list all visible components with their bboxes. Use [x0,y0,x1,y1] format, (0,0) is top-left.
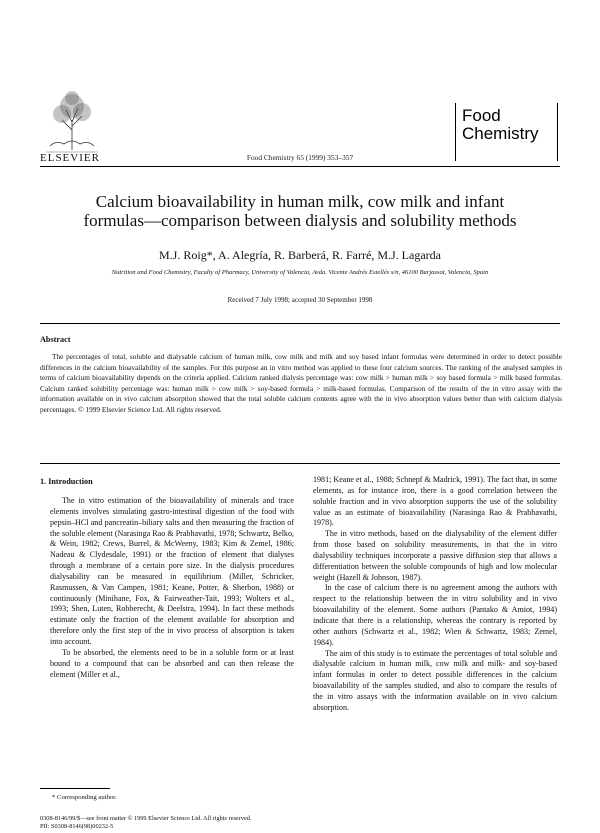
copyright-meta [40,815,251,831]
received-dates: Received 7 July 1998; accepted 30 September 1998 [227,296,373,304]
intro-paragraph-1: The in vitro estimation of the bioavailability of minerals and trace elements involves simulating gastro-intestinal digestion of the food with pepsin–HCl and pancreatin–biliary salts and then measuring the fraction of the soluble element (Narasinga Rao & Prabhavathi, 1978; Schwartz, Belko, & Wein, 1982; Crews, Burrel, & McWeeny, 1983; Kim & Zemel, 1986; Nadeau & Clydesdale, 1991) or the fraction of element that dialyses through a membrane of a certain pore size. In the dialysis procedures dialysability can be measured in equilibrium (Miller, Schricker, Rasmussen, & Van Campen, 1981; Keane, Potter, & Sherbon, 1988) or continuously (Minihane, Fox, & Fairweather-Tait, 1993; Wolters et al., 1993; Shen, Luten, Robberecht, & Deelstra, 1994). In fact these methods estimate only the fraction of the element available for absorption and therefore only the first step of the in vivo process of absorption is taken into account. [50,496,294,646]
left-column [50,496,294,680]
intro-paragraph-2: To be absorbed, the elements need to be in a soluble form or at least bound to a compound that can be absorbed and can then release the element (Miller et al., [50,647,294,679]
intro-paragraph-5: The aim of this study is to estimate the percentages of total soluble and dialysable calcium in human milk, cow milk and milk- and soy-based infant formulas in order to detect possible differences in the calcium bioavailability of the samples studied, and also to compare the results of the in vitro assays with the information available on in vivo calcium absorption. [313,648,557,712]
affiliation: Nutrition and Food Chemistry, Faculty of Pharmacy, University of Valencia, Avda. Vicente Andrés Estellés s/n, 46100 Burjassot, Valencia, Spain [111,269,489,276]
intro-paragraph-3: The in vitro methods, based on the dialysability of the element differ from those based on solubility measurements, in that the in vitro dialysability techniques incorporate a passive diffusion step that allows a differentiation between the soluble compounds of high and low molecular weight (Hazell & Johnson, 1987). [313,529,557,582]
intro-paragraph-continued: 1981; Keane et al., 1988; Schnepf & Madrick, 1991). The fact that, in some elements, as for instance iron, there is a good correlation between the soluble fraction and in vivo absorption supports the use of the solubility value as an estimate of bioavailability (Narasinga Rao & Prabhavathi, 1978). [313,475,557,528]
intro-paragraph-4: In the case of calcium there is no agreement among the authors with respect to the relationship between the in vitro solubility and in vivo bioavailability of the element. Some authors (Pantako & Amiot, 1994) indicate that there is a relationship, whereas the contrary is reported by other authors (Schwartz et al., 1982; Wien & Schwartz, 1983; Zemel, 1984). [313,583,557,647]
corresponding-author-footnote: * Corresponding author. [52,794,117,801]
author-list: M.J. Roig*, A. Alegría, R. Barberá, R. Farré, M.J. Lagarda [159,248,441,262]
abstract-text: The percentages of total, soluble and dialysable calcium of human milk, cow milk and milk and soy based infant formulas were determined in order to detect possible differences in the calcium bioavailability of the samples. For this purpose an in vitro method was applied to these four calcium sources. The ranking of the analysed samples in terms of calcium bioavailability depends on the criteria applied. Calcium ranked dialysis percentage was: cow milk > human milk > soy based formula > milk based formulas. Calcium ranked solubility percentage was: human milk > cow milk > soy-based formula > milk-based formulas. Comparison of the results of the in vitro assay with the information available on in vivo calcium absorption showed that the total soluble calcium contents agree with the in vivo absorption values better than with calcium dialysis percentages. © 1999 Elsevier Science Ltd. All rights reserved. [40,352,562,414]
abstract-top-rule [40,323,560,324]
journal-logo-box [455,103,558,161]
article-title [0,192,600,230]
section-heading-introduction: 1. Introduction [40,477,93,486]
journal-citation: Food Chemistry 65 (1999) 353–357 [246,153,354,162]
abstract-heading: Abstract [40,335,71,344]
title-line2: formulas—comparison between dialysis and solubility methods [83,211,517,230]
header-rule [40,166,560,167]
footnote-rule [40,788,110,789]
journal-name-line1: Food [462,106,501,125]
journal-name-line2: Chemistry [462,124,539,143]
elsevier-tree-logo [42,86,102,162]
issn-line: 0308-8146/99/$—see front matter © 1999 Elsevier Science Ltd. All rights reserved. [40,815,252,822]
right-column [313,475,557,714]
pii-line: PII: S0308-8146(98)00232-5 [40,823,114,830]
publisher-name: ELSEVIER [40,152,100,164]
title-line1: Calcium bioavailability in human milk, cow milk and infant [95,192,505,211]
abstract-bottom-rule [40,463,560,464]
